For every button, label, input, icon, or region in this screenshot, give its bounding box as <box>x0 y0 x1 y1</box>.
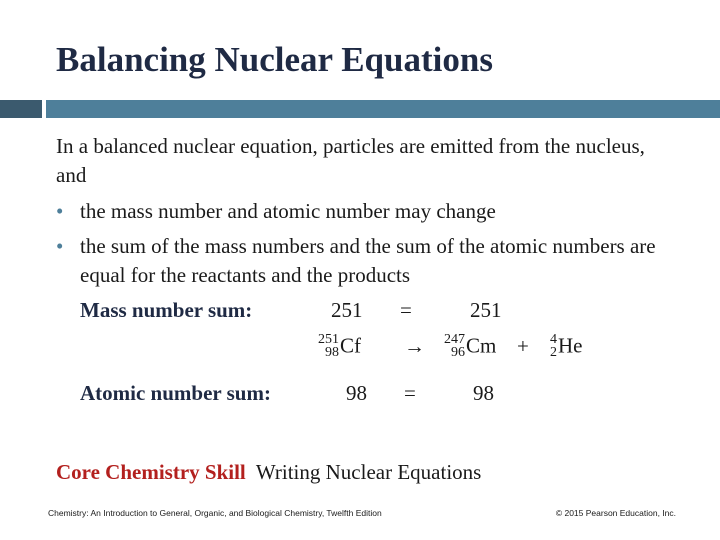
list-item <box>56 232 676 290</box>
product2-mass: 4 <box>550 332 557 348</box>
product1-atomic: 96 <box>451 345 465 361</box>
atomic-sum-label: Atomic number sum: <box>80 381 271 405</box>
footer-book-title: Chemistry: An Introduction to General, Organic, and Biological Chemistry, Twelfth Edition <box>48 508 382 518</box>
page-title: Balancing Nuclear Equations <box>56 40 493 79</box>
header-bar-left <box>0 100 42 118</box>
reactant-mass: 251 <box>318 332 339 348</box>
header-bar-right <box>46 100 720 118</box>
nuclide-californium <box>318 332 361 359</box>
nuclide-curium <box>444 332 496 359</box>
list-item <box>56 197 676 226</box>
mass-sum-label: Mass number sum: <box>80 298 253 322</box>
reactant-symbol: Cf <box>340 333 361 358</box>
atomic-sum-right: 98 <box>473 381 494 405</box>
nuclide-helium <box>550 332 583 359</box>
core-skill-text: Writing Nuclear Equations <box>255 460 482 484</box>
bullet-text: the mass number and atomic number may change <box>80 199 496 223</box>
product1-mass: 247 <box>444 332 465 348</box>
core-skill-label: Core Chemistry Skill <box>56 460 246 484</box>
core-skill-line <box>56 460 481 485</box>
product2-atomic: 2 <box>550 345 557 361</box>
bullet-list <box>56 197 676 296</box>
mass-sum-right: 251 <box>470 298 502 322</box>
product1-symbol: Cm <box>466 333 497 358</box>
reactant-atomic: 98 <box>325 345 339 361</box>
mass-sum-equals: = <box>400 298 412 322</box>
intro-text: In a balanced nuclear equation, particles are emitted from the nucleus, and <box>56 134 645 187</box>
bullet-icon: • <box>56 234 64 258</box>
atomic-sum-equals: = <box>404 381 416 405</box>
product2-symbol: He <box>558 333 583 358</box>
bullet-text: the sum of the mass numbers and the sum of the atomic numbers are equal for the reactants and the products <box>80 234 656 287</box>
footer-copyright: © 2015 Pearson Education, Inc. <box>555 508 676 518</box>
mass-sum-left: 251 <box>331 298 363 322</box>
bullet-icon: • <box>56 199 64 223</box>
atomic-sum-left: 98 <box>346 381 367 405</box>
plus-sign: + <box>517 334 529 358</box>
reaction-arrow: → <box>404 334 425 358</box>
